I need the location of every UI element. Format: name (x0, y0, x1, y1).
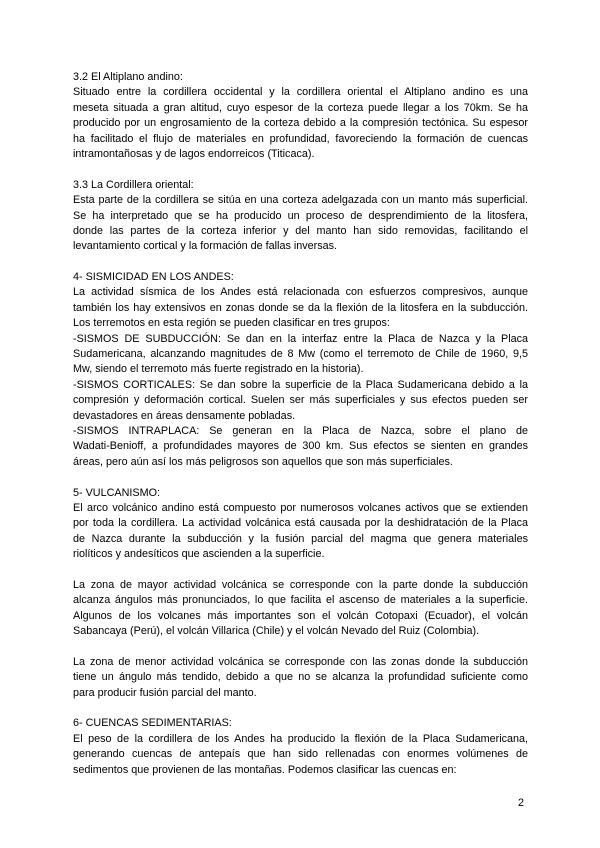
paragraph-line: alcanza ángulos más pronunciados, lo que facilita el ascenso de materiales a la superficie. (73, 594, 528, 607)
paragraph-line: también los hay extensivos en zonas donde se da la flexión de la litosfera en la subducción. (73, 301, 528, 314)
paragraph-line: La zona de menor actividad volcánica se corresponde con las zonas donde la subducción (73, 655, 528, 668)
paragraph-line: Se ha interpretado que se ha producido un proceso de desprendimiento de la litosfera, (73, 209, 528, 222)
paragraph-line: Los terremotos en esta región se pueden clasificar en tres grupos: (73, 317, 390, 330)
paragraph-line: compresión y deformación cortical. Suelen ser más superficiales y sus efectos pueden ser (73, 394, 528, 407)
paragraph-line: áreas, pero aún así los más peligrosos son aquellos que son más superficiales. (73, 455, 453, 468)
paragraph-line: Situado entre la cordillera occidental y la cordillera oriental el Altiplano andino es una (73, 86, 528, 99)
paragraph-line: donde las partes de la corteza inferior y del manto han sido removidas, facilitando el (73, 224, 528, 237)
paragraph-line: sedimentos que provienen de las montañas. Podemos clasificar las cuencas en: (73, 763, 457, 776)
paragraph-line: El arco volcánico andino está compuesto por numerosos volcanes activos que se extienden (73, 501, 528, 514)
paragraph-line: devastadores en áreas densamente pobladas. (73, 409, 296, 422)
paragraph-line: por toda la cordillera. La actividad volcánica está causada por la deshidratación de la Placa (73, 517, 528, 530)
paragraph-line: Algunos de los volcanes más importantes son el volcán Cotopaxi (Ecuador), el volcán (73, 609, 528, 622)
paragraph-line: levantamiento cortical y la formación de fallas inversas. (73, 240, 338, 253)
section-heading: 5- VULCANISMO: (73, 486, 160, 499)
paragraph-line: -SISMOS DE SUBDUCCIÓN: Se dan en la interfaz entre la Placa de Nazca y la Placa (73, 332, 528, 345)
paragraph-line: para producir fusión parcial del manto. (73, 686, 257, 699)
paragraph-line: tiene un ángulo más tendido, debido a que no se alcanza la profundidad suficiente como (73, 671, 528, 684)
paragraph-line: intramontañosas y de lagos endorreicos (Titicaca). (73, 147, 315, 160)
section-heading: 4- SISMICIDAD EN LOS ANDES: (73, 271, 234, 284)
paragraph-line: La actividad sísmica de los Andes está relacionada con esfuerzos compresivos, aunque (73, 286, 528, 299)
paragraph-line: Wadati-Benioff, a profundidades mayores de 300 km. Sus efectos se sienten en grandes (73, 440, 528, 453)
section-heading: 6- CUENCAS SEDIMENTARIAS: (73, 717, 232, 730)
paragraph-line: Esta parte de la cordillera se sitúa en una corteza adelgazada con un manto más superficial. (73, 194, 528, 207)
paragraph-line: Sabancaya (Perú), el volcán Villarica (Chile) y el volcán Nevado del Ruiz (Colombia). (73, 625, 480, 638)
section-heading: 3.3 La Cordillera oriental: (73, 178, 194, 191)
paragraph-line: El peso de la cordillera de los Andes ha producido la flexión de la Placa Sudamericana, (73, 732, 528, 745)
page-number: 2 (518, 797, 525, 809)
paragraph-line: La zona de mayor actividad volcánica se corresponde con la parte donde la subducción (73, 578, 528, 591)
paragraph-line: -SISMOS INTRAPLACA: Se generan en la Placa de Nazca, sobre el plano de (73, 424, 528, 437)
paragraph-line: generando cuencas de antepaís que han sido rellenadas con enormes volúmenes de (73, 748, 528, 761)
paragraph-line: de Nazca durante la subducción y la fusión parcial del magma que genera materiales (73, 532, 528, 545)
paragraph-line: riolíticos y andesíticos que ascienden a la superficie. (73, 548, 325, 561)
paragraph-line: Sudamericana, alcanzando magnitudes de 8 Mw (como el terremoto de Chile de 1960, 9,5 (73, 348, 528, 361)
paragraph-line: -SISMOS CORTICALES: Se dan sobre la superficie de la Placa Sudamericana debido a la (73, 378, 528, 391)
paragraph-line: Mw, siendo el terremoto más fuerte registrado en la historia). (73, 363, 364, 376)
paragraph-line: meseta situada a gran altitud, cuyo espesor de la corteza puede llegar a los 70km. Se ha (73, 101, 528, 114)
document-page (73, 70, 528, 778)
section-heading: 3.2 El Altiplano andino: (73, 71, 183, 83)
paragraph-line: ha facilitado el flujo de materiales en profundidad, favoreciendo la formación de cuencas (73, 132, 528, 145)
paragraph-line: producido por un engrosamiento de la corteza debido a la compresión tectónica. Su espesor (73, 117, 528, 130)
